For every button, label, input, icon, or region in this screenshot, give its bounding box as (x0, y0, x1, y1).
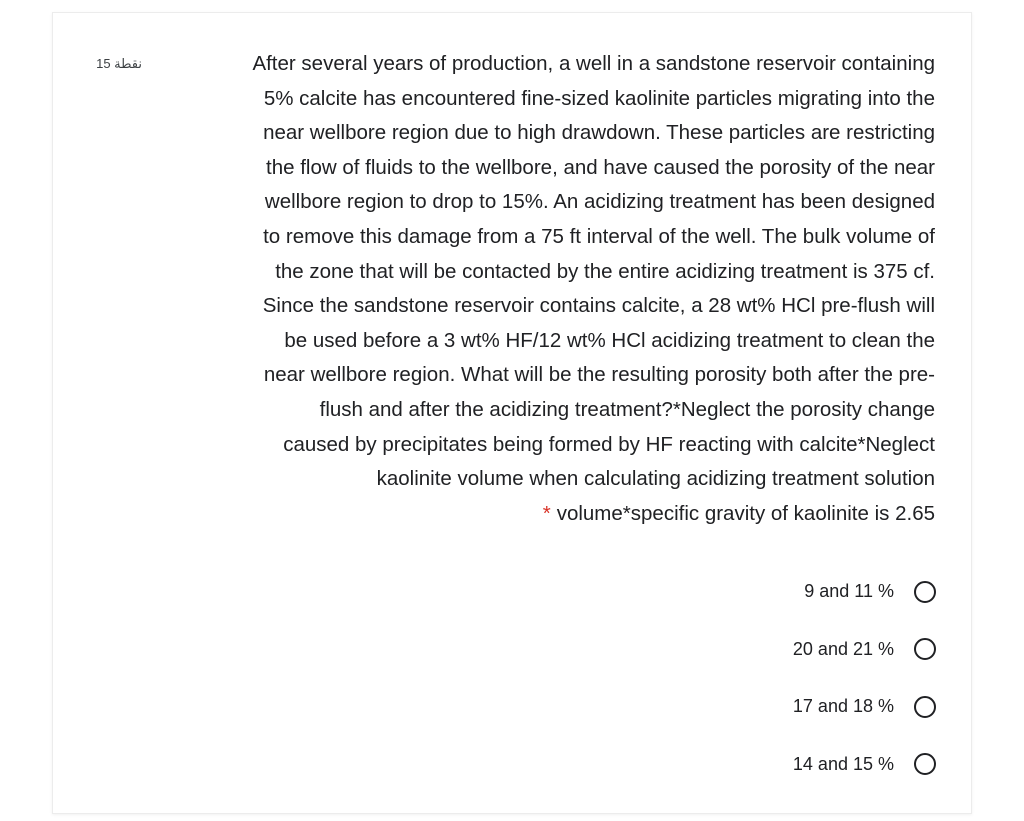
answer-options (793, 563, 936, 793)
radio-button[interactable] (914, 696, 936, 718)
radio-button[interactable] (914, 638, 936, 660)
question-line: the flow of fluids to the wellbore, and have caused the porosity of the near (266, 155, 935, 179)
question-line: kaolinite volume when calculating acidizing treatment solution (376, 467, 935, 491)
points-label: 15 نقطة (96, 56, 142, 71)
question-line: to remove this damage from a 75 ft interval of the well. The bulk volume of (263, 224, 935, 248)
option-label: 20 and 21 % (792, 638, 894, 659)
question-line: flush and after the acidizing treatment?*Neglect the porosity change (319, 397, 935, 421)
question-line: near wellbore region. What will be the resulting porosity both after the pre- (263, 363, 935, 387)
question-line-last (148, 497, 935, 532)
option-label: 9 and 11 % (804, 581, 894, 602)
question-line: 5% calcite has encountered fine-sized kaolinite particles migrating into the (263, 86, 935, 110)
radio-button[interactable] (914, 581, 936, 603)
question-line: Since the sandstone reservoir contains calcite, a 28 wt% HCl pre-flush will (262, 294, 935, 318)
question-text (148, 47, 935, 531)
option-20-and-21[interactable] (793, 621, 936, 679)
option-label: 17 and 18 % (792, 696, 894, 717)
option-17-and-18[interactable] (793, 678, 936, 736)
option-label: 14 and 15 % (792, 753, 894, 774)
question-line: wellbore region to drop to 15%. An acidizing treatment has been designed (264, 190, 935, 214)
question-line: After several years of production, a well in a sandstone reservoir containing (252, 52, 935, 75)
radio-button[interactable] (914, 753, 936, 775)
question-line: the zone that will be contacted by the entire acidizing treatment is 375 cf. (275, 259, 935, 283)
question-line-text: volume*specific gravity of kaolinite is 2.65 (556, 501, 935, 525)
option-14-and-15[interactable] (793, 736, 936, 794)
required-asterisk: * (542, 501, 551, 525)
option-9-and-11[interactable] (793, 563, 936, 621)
question-line: be used before a 3 wt% HF/12 wt% HCl acidizing treatment to clean the (284, 328, 935, 352)
question-line: caused by precipitates being formed by HF reacting with calcite*Neglect (283, 432, 935, 456)
question-line: near wellbore region due to high drawdown. These particles are restricting (263, 121, 935, 145)
